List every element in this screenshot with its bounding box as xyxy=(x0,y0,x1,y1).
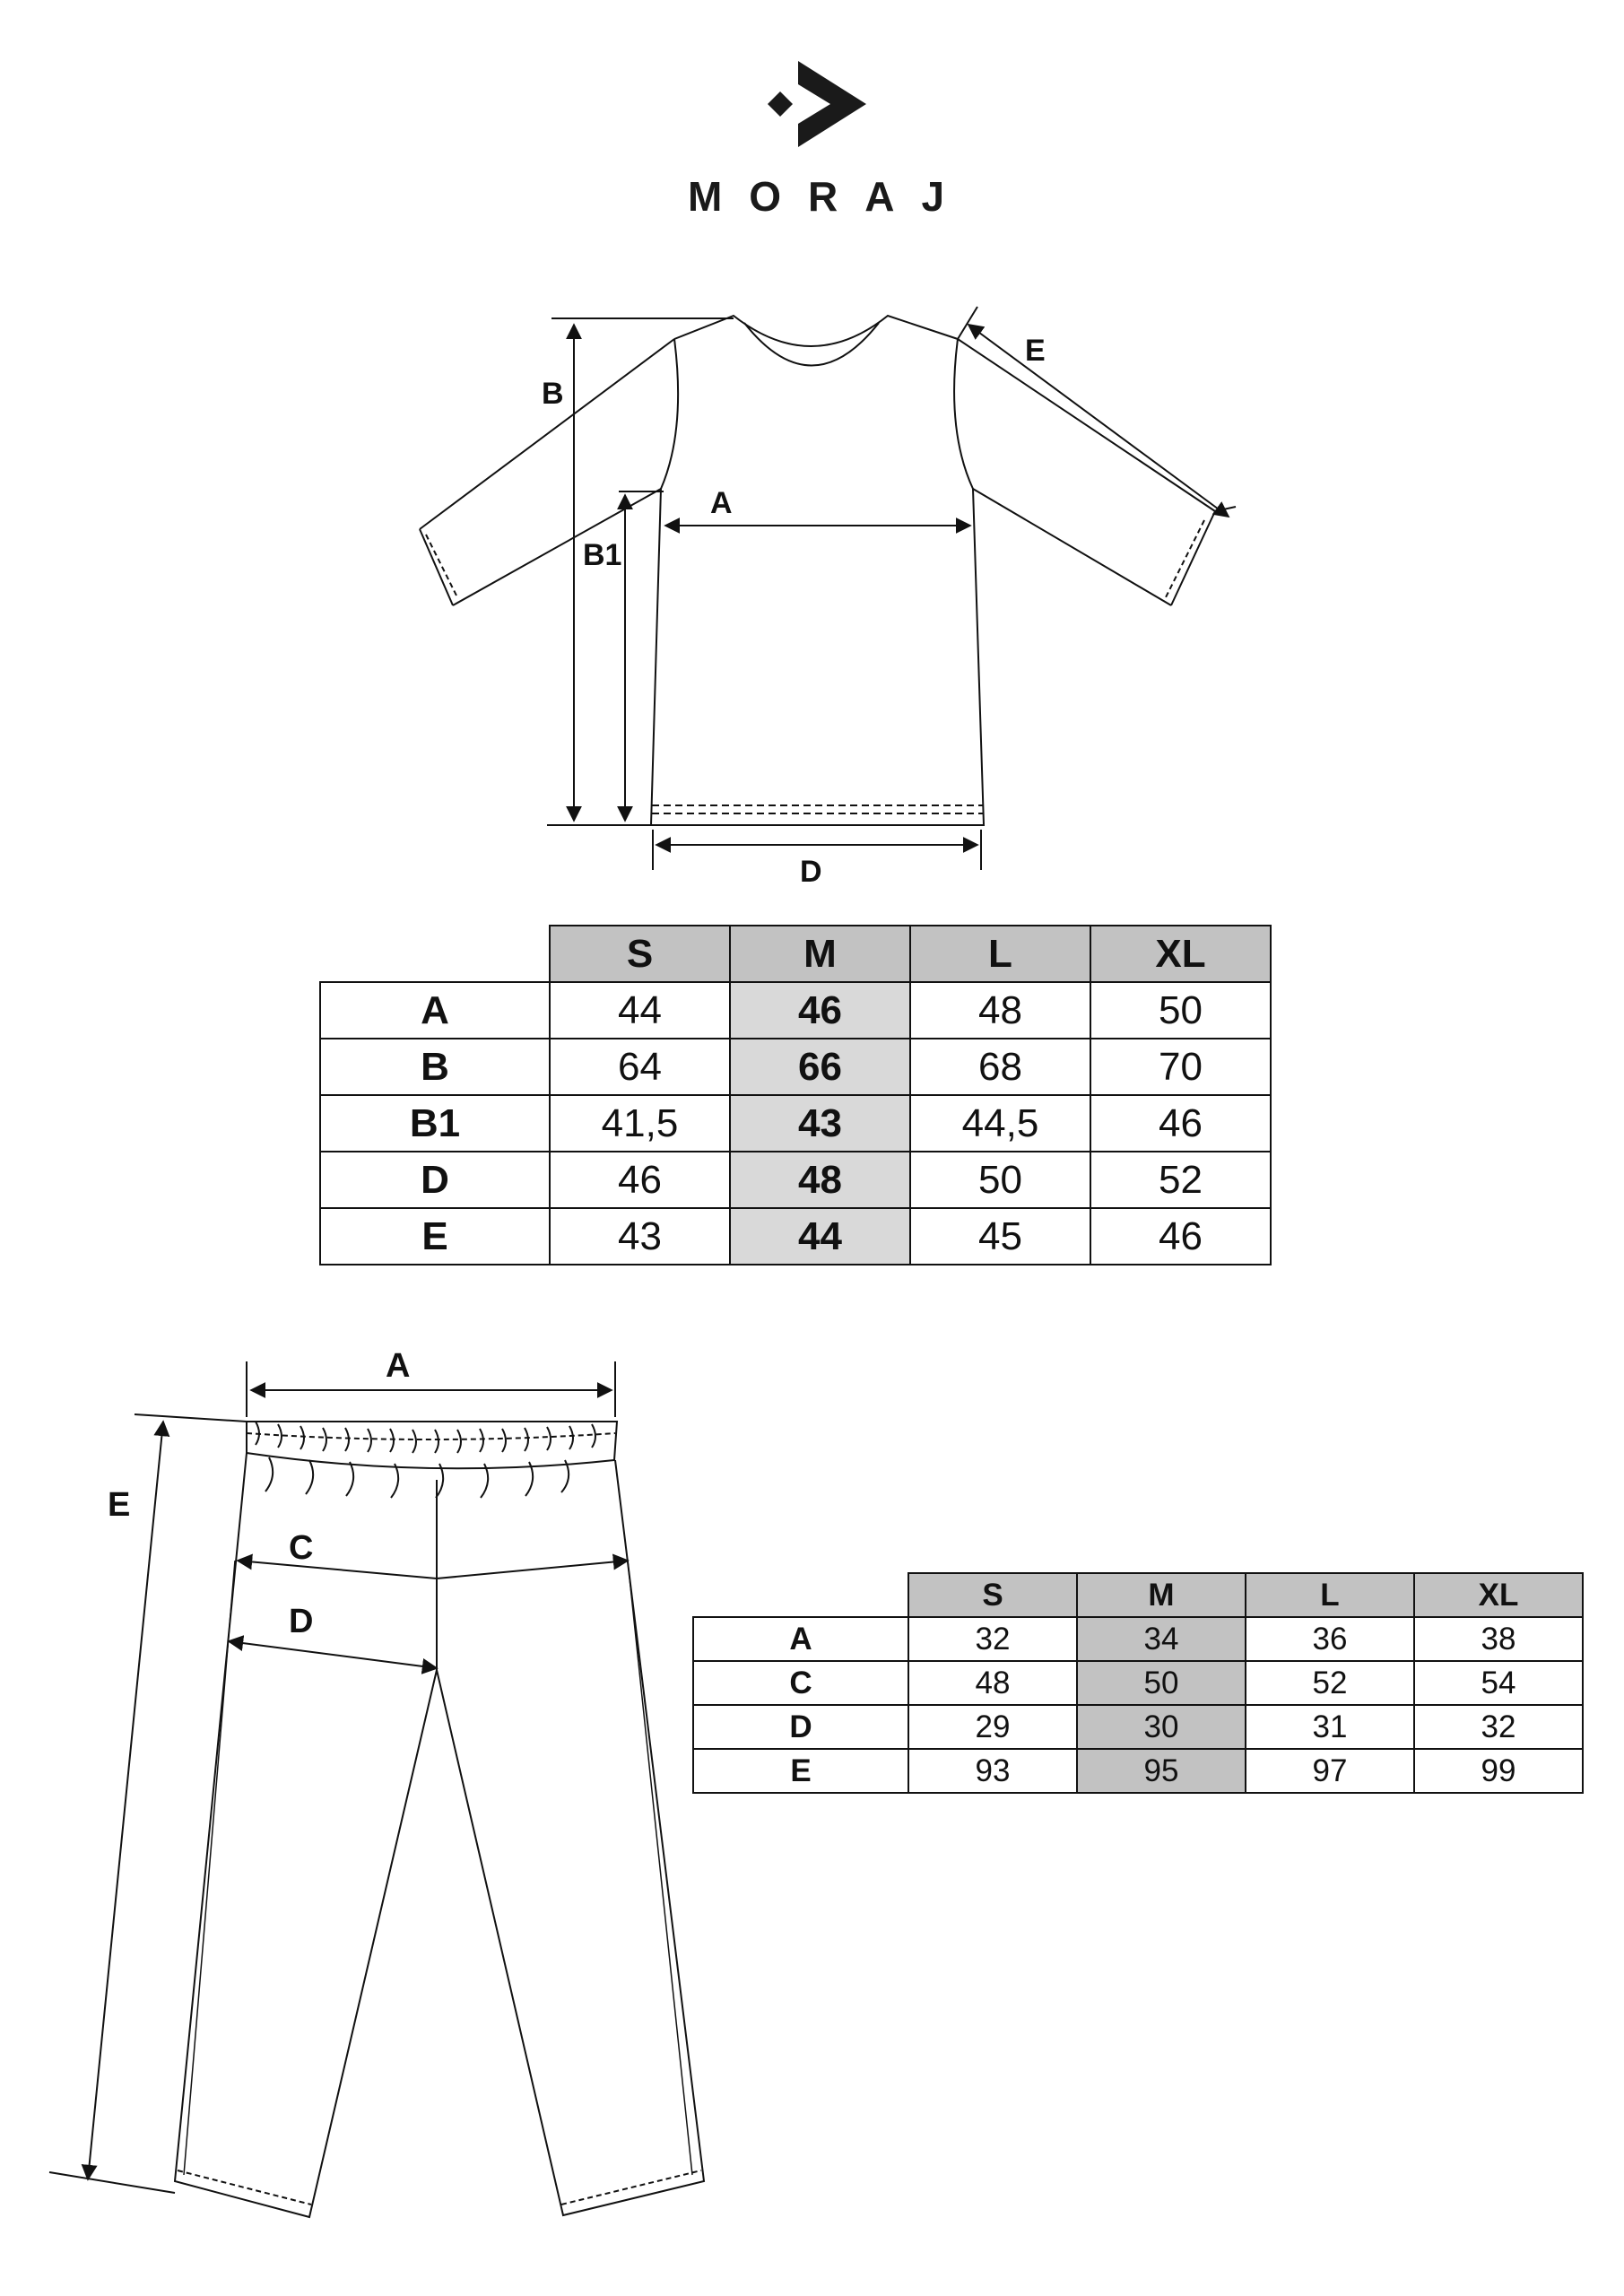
table-cell: 99 xyxy=(1414,1749,1583,1793)
size-header: XL xyxy=(1090,926,1271,982)
table-cell-highlighted: 43 xyxy=(730,1095,910,1152)
size-header: L xyxy=(1246,1573,1414,1617)
row-label: A xyxy=(320,982,550,1039)
table-row xyxy=(693,1617,1583,1661)
table-cell: 50 xyxy=(1090,982,1271,1039)
brand-name: MORAJ xyxy=(687,173,972,220)
table-cell: 68 xyxy=(910,1039,1090,1095)
table-cell: 44 xyxy=(550,982,730,1039)
table-cell-highlighted: 95 xyxy=(1077,1749,1246,1793)
table-cell: 64 xyxy=(550,1039,730,1095)
table-cell-highlighted: 46 xyxy=(730,982,910,1039)
table-cell: 70 xyxy=(1090,1039,1271,1095)
table-header-row xyxy=(693,1573,1583,1617)
shirt-label-e: E xyxy=(1025,334,1046,368)
size-header: S xyxy=(908,1573,1077,1617)
row-label: A xyxy=(693,1617,908,1661)
table-cell: 46 xyxy=(550,1152,730,1208)
empty-corner-cell xyxy=(693,1573,908,1617)
pants-dimension-lines xyxy=(49,1361,628,2193)
row-label: C xyxy=(693,1661,908,1705)
pants-size-table xyxy=(692,1572,1584,1794)
size-header: XL xyxy=(1414,1573,1583,1617)
pants-label-a: A xyxy=(386,1347,411,1385)
table-cell: 50 xyxy=(910,1152,1090,1208)
pants-outline xyxy=(175,1422,704,2217)
table-cell: 52 xyxy=(1090,1152,1271,1208)
table-cell-highlighted: 30 xyxy=(1077,1705,1246,1749)
table-cell-highlighted: 34 xyxy=(1077,1617,1246,1661)
pants-label-c: C xyxy=(289,1529,314,1567)
table-cell: 45 xyxy=(910,1208,1090,1265)
table-cell: 48 xyxy=(908,1661,1077,1705)
shirt-label-a: A xyxy=(710,486,733,520)
size-header: M xyxy=(730,926,910,982)
table-cell-highlighted: 48 xyxy=(730,1152,910,1208)
table-cell: 48 xyxy=(910,982,1090,1039)
table-cell: 93 xyxy=(908,1749,1077,1793)
table-cell: 54 xyxy=(1414,1661,1583,1705)
table-cell: 97 xyxy=(1246,1749,1414,1793)
table-cell-highlighted: 66 xyxy=(730,1039,910,1095)
table-cell-highlighted: 50 xyxy=(1077,1661,1246,1705)
table-cell: 44,5 xyxy=(910,1095,1090,1152)
table-cell: 36 xyxy=(1246,1617,1414,1661)
size-header: S xyxy=(550,926,730,982)
row-label: D xyxy=(693,1705,908,1749)
table-cell: 29 xyxy=(908,1705,1077,1749)
table-cell: 31 xyxy=(1246,1705,1414,1749)
table-row xyxy=(693,1705,1583,1749)
size-header: M xyxy=(1077,1573,1246,1617)
table-cell: 38 xyxy=(1414,1617,1583,1661)
table-cell: 32 xyxy=(1414,1705,1583,1749)
row-label: E xyxy=(693,1749,908,1793)
size-header: L xyxy=(910,926,1090,982)
row-label: E xyxy=(320,1208,550,1265)
shirt-label-b: B xyxy=(542,377,564,411)
table-row xyxy=(693,1661,1583,1705)
table-cell: 41,5 xyxy=(550,1095,730,1152)
table-cell: 32 xyxy=(908,1617,1077,1661)
shirt-label-d: D xyxy=(800,855,822,889)
table-cell: 52 xyxy=(1246,1661,1414,1705)
table-cell: 46 xyxy=(1090,1208,1271,1265)
row-label: B xyxy=(320,1039,550,1095)
table-row xyxy=(693,1749,1583,1793)
pants-label-d: D xyxy=(289,1603,314,1640)
row-label: B1 xyxy=(320,1095,550,1152)
shirt-label-b1: B1 xyxy=(583,538,622,572)
table-cell: 46 xyxy=(1090,1095,1271,1152)
table-cell: 43 xyxy=(550,1208,730,1265)
row-label: D xyxy=(320,1152,550,1208)
pants-label-e: E xyxy=(108,1486,131,1524)
table-cell-highlighted: 44 xyxy=(730,1208,910,1265)
